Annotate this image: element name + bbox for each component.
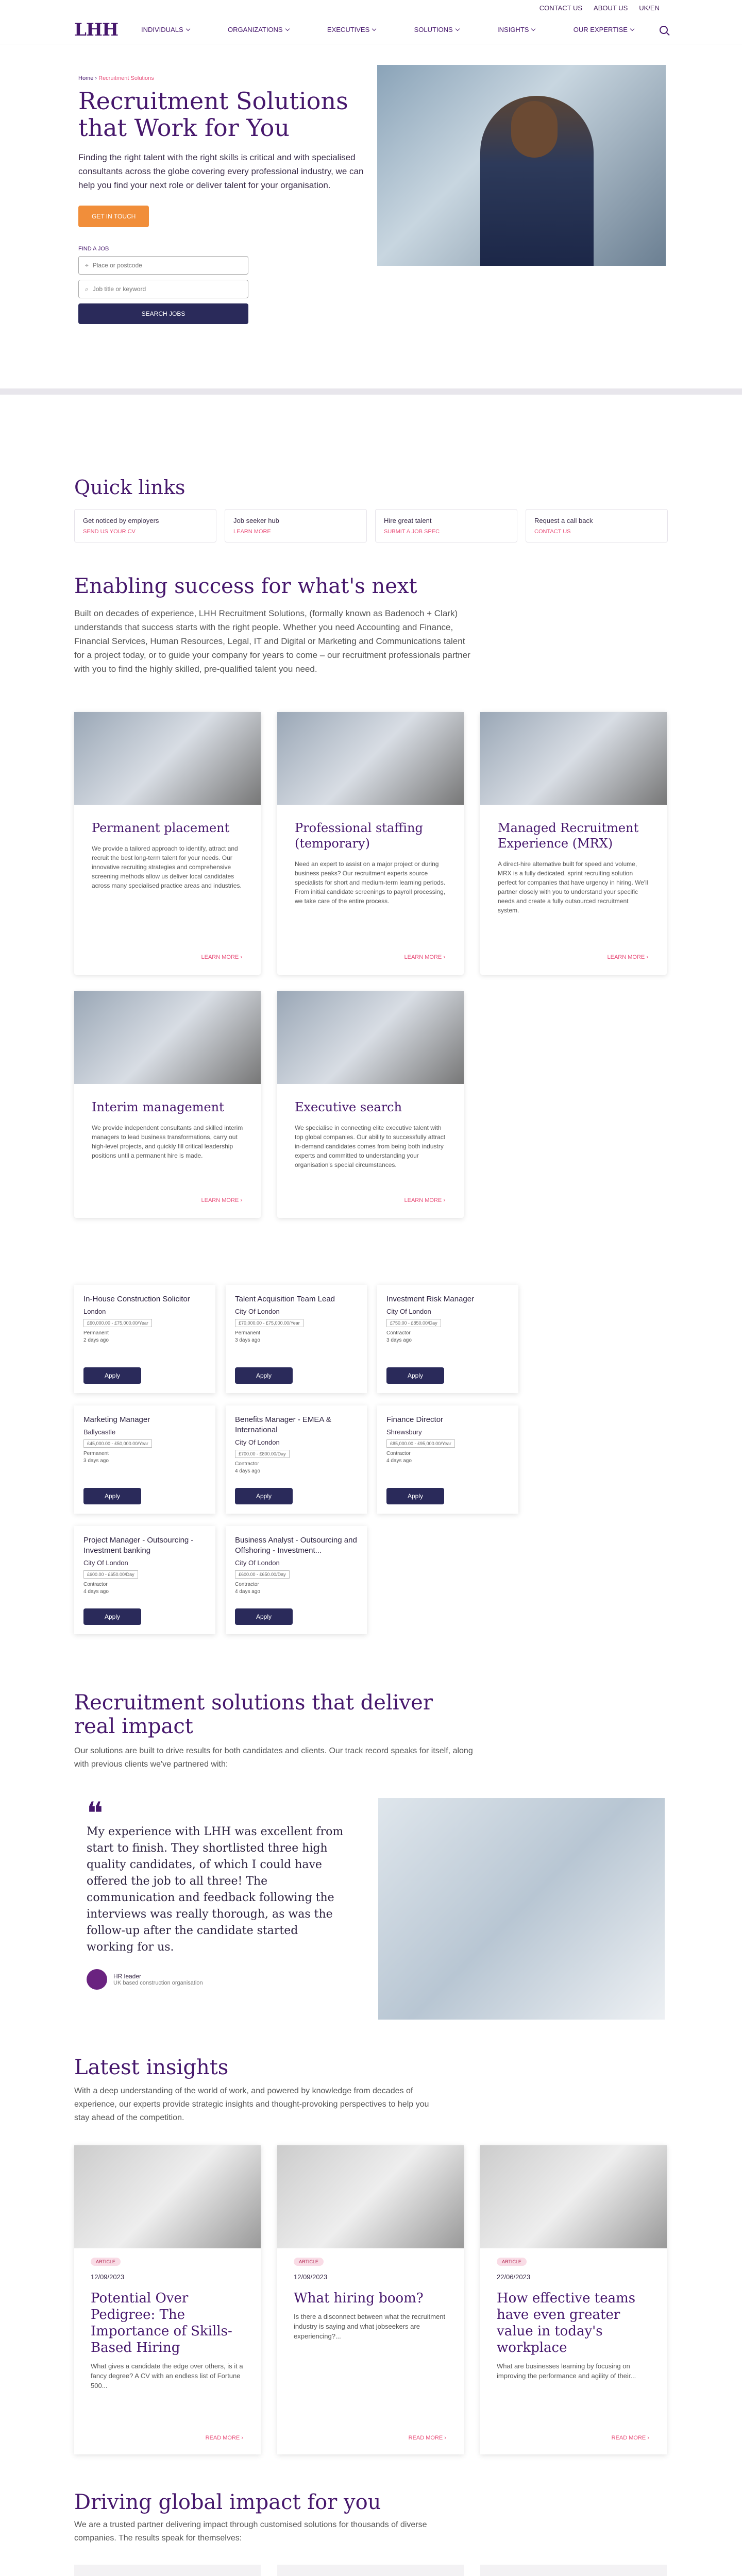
hero-image [377,65,666,266]
chevron-down-icon [185,27,190,31]
apply-button[interactable]: Apply [83,1608,141,1625]
service-card[interactable]: Executive search We specialise in connecting elite executive talent with top global companies. Our ability to successfully attract in-demand candidates comes from being both industry experts and committed to understanding your organisation's special circumstances. LEARN MORE › [277,991,464,1218]
learn-more-link[interactable]: LEARN MORE › [608,954,648,960]
section-title: Enabling success for what's next [74,574,417,598]
avatar [87,1969,107,1990]
card-image [277,991,464,1084]
hero [0,44,742,395]
quick-link-card[interactable]: Hire great talent SUBMIT A JOB SPEC [375,509,517,543]
section-text: Built on decades of experience, LHH Recruitment Solutions, (formally known as Badenoch + Clark) understands that success starts with the right people. Whether you need Accounting and Finance, Financial Services, Human Resources, Legal, IT and Digital or Marketing and Communications talent for a project today, or to guide your company for years to come – our recruitment professionals partner with you to find the highly skilled, pre-qualified talent you need. [74,608,470,674]
job-listings [74,1285,668,1634]
enabling-section [74,543,668,1218]
find-job-label: FIND A JOB [78,246,109,252]
stat-card [277,2565,464,2576]
section-text: With a deep understanding of the world of work, and powered by knowledge from decades of experience, our experts provide strategic insights and thought-provoking perspectives to help you stay ahead of the competition. [74,2087,429,2122]
quick-links-title: Quick links [74,476,185,499]
insights-section [74,2020,668,2454]
card-image [74,2145,261,2248]
nav-individuals[interactable]: INDIVIDUALS [141,26,190,33]
apply-button[interactable]: Apply [83,1367,141,1384]
nav-solutions[interactable]: SOLUTIONS [414,26,459,33]
language-selector[interactable]: UK/EN [639,4,660,12]
chevron-down-icon [531,27,535,31]
learn-more-link[interactable]: LEARN MORE › [404,954,445,960]
job-card[interactable]: Marketing Manager Ballycastle £45,000.00 - £50,000.00/Year Permanent 3 days ago Apply [74,1405,215,1514]
job-card[interactable]: Business Analyst - Outsourcing and Offshoring - Investment... City Of London £600.00 - £650.00/Day Contractor 4 days ago Apply [226,1526,367,1634]
quote-icon: ❝ [87,1795,104,1832]
page-title: Recruitment Solutions that Work for You [78,87,348,142]
job-card[interactable]: Benefits Manager - EMEA & International City Of London £700.00 - £800.00/Day Contractor 4 days ago Apply [226,1405,367,1514]
job-card[interactable]: Talent Acquisition Team Lead City Of London £70,000.00 - £75,000.00/Year Permanent 3 days ago Apply [226,1285,367,1393]
search-icon[interactable] [660,26,668,34]
testimonial-author: HR leader UK based construction organisation [87,1969,347,1990]
job-card[interactable]: In-House Construction Solicitor London £60,000.00 - £75,000.00/Year Permanent 2 days ago Apply [74,1285,215,1393]
apply-button[interactable]: Apply [83,1488,141,1504]
apply-button[interactable]: Apply [386,1367,444,1384]
card-image [480,2145,667,2248]
job-card[interactable]: Project Manager - Outsourcing - Investment banking City Of London £600.00 - £650.00/Day Contractor 4 days ago Apply [74,1526,215,1634]
apply-button[interactable]: Apply [235,1367,293,1384]
chevron-down-icon [455,27,459,31]
testimonial-section [74,1634,668,2020]
contact-link[interactable]: CONTACT US [539,4,583,12]
nav-organizations[interactable]: ORGANIZATIONS [228,26,289,33]
job-input[interactable]: ⌕ Job title or keyword [78,280,248,298]
card-image [480,712,667,805]
insight-card[interactable]: ARTICLE 22/06/2023 How effective teams have even greater value in today's workplace What are businesses learning by focusing on improving the performance and agility of their... READ MORE › [480,2145,667,2454]
read-more-link[interactable]: READ MORE › [611,2435,649,2441]
search-jobs-button[interactable]: SEARCH JOBS [78,303,248,324]
section-title: Driving global impact for you [74,2490,381,2514]
quick-links [74,395,668,543]
quick-link-card[interactable]: Request a call back CONTACT US [526,509,668,543]
card-image [277,712,464,805]
card-image [74,712,261,805]
apply-button[interactable]: Apply [235,1608,293,1625]
card-image [74,991,261,1084]
place-input[interactable]: ⌖ Place or postcode [78,256,248,275]
apply-button[interactable]: Apply [235,1488,293,1504]
chevron-down-icon [285,27,289,31]
testimonial-image [378,1798,665,2020]
insight-card[interactable]: ARTICLE 12/09/2023 Potential Over Pedigree: The Importance of Skills-Based Hiring What gives a candidate the edge over others, is it a fancy degree? A CV with an endless list of Fortune 500... READ MORE › [74,2145,261,2454]
chevron-down-icon [372,27,376,31]
stat-card [480,2565,667,2576]
job-card[interactable]: Investment Risk Manager City Of London £750.00 - £850.00/Day Contractor 3 days ago Apply [377,1285,518,1393]
card-image [277,2145,464,2248]
about-link[interactable]: ABOUT US [594,4,628,12]
nav-items [141,26,639,33]
nav-executives[interactable]: EXECUTIVES [327,26,376,33]
section-title: Recruitment solutions that deliver real impact [74,1691,433,1738]
read-more-link[interactable]: READ MORE › [408,2435,446,2441]
location-pin-icon: ⌖ [85,261,89,269]
service-card[interactable]: Permanent placement We provide a tailored approach to identify, attract and recruit the best long-term talent for your needs. Our innovative recruiting strategies and comprehensive screening methods allow us deliver local candidates across many specialised practice areas and industries. LEARN MORE › [74,712,261,975]
crumb-current: Recruitment Solutions [98,75,154,81]
section-title: Latest insights [74,2056,229,2079]
search-icon: ⌕ [85,285,89,293]
main-nav [0,15,742,44]
utility-bar [0,0,742,15]
nav-expertise[interactable]: OUR EXPERTISE [574,26,634,33]
section-text: We are a trusted partner delivering impact through customised solutions for thousands of diverse companies. The results speak for themselves: [74,2520,427,2543]
chevron-down-icon [630,27,634,31]
get-in-touch-button[interactable]: GET IN TOUCH [78,206,149,227]
logo[interactable]: LHH [74,19,119,40]
insight-card[interactable]: ARTICLE 12/09/2023 What hiring boom? Is there a disconnect between what the recruitment industry is saying and what jobseekers are experiencing?... READ MORE › [277,2145,464,2454]
crumb-home[interactable]: Home [78,75,94,81]
service-card[interactable]: Interim management We provide independent consultants and skilled interim managers to lead business transformations, carry out high-level projects, and quickly fill critical leadership positions until a permanent hire is made. LEARN MORE › [74,991,261,1218]
section-text: Our solutions are built to drive results for both candidates and clients. Our track record speaks for itself, along with previous clients we've partnered with: [74,1747,473,1769]
learn-more-link[interactable]: LEARN MORE › [201,954,242,960]
breadcrumb: Home › Recruitment Solutions [78,75,154,81]
testimonial-quote: My experience with LHH was excellent from start to finish. They shortlisted three high quality candidates, of which I could have offered the job to all three! The communication and feedback following the interviews was really thorough, as was the follow-up after the candidate started working for us. [87,1825,344,1954]
hero-text: Finding the right talent with the right skills is critical and with specialised consultants across the globe covering every professional industry, we can help you find your next role or deliver talent for your organisation. [78,152,364,190]
quick-link-card[interactable]: Job seeker hub LEARN MORE [225,509,367,543]
job-card[interactable]: Finance Director Shrewsbury £85,000.00 - £95,000.00/Year Contractor 4 days ago Apply [377,1405,518,1514]
service-card[interactable]: Managed Recruitment Experience (MRX) A direct-hire alternative built for speed and volume, MRX is a fully dedicated, sprint recruiting solution perfect for companies that have urgency in hiring. We'll partner closely with you to understand your specific needs and create a fully outsourced recruitment system. LEARN MORE › [480,712,667,975]
stat-card [74,2565,261,2576]
nav-insights[interactable]: INSIGHTS [497,26,535,33]
learn-more-link[interactable]: LEARN MORE › [201,1197,242,1204]
stats-section [74,2454,668,2576]
service-card[interactable]: Professional staffing (temporary) Need an expert to assist on a major project or during business peaks? Our recruitment experts source specialists for short and medium-term learning periods. From initial candidate screenings to payroll processing, we take care of the entire process. LEARN MORE › [277,712,464,975]
apply-button[interactable]: Apply [386,1488,444,1504]
read-more-link[interactable]: READ MORE › [205,2435,243,2441]
quick-link-card[interactable]: Get noticed by employers SEND US YOUR CV [74,509,216,543]
learn-more-link[interactable]: LEARN MORE › [404,1197,445,1204]
